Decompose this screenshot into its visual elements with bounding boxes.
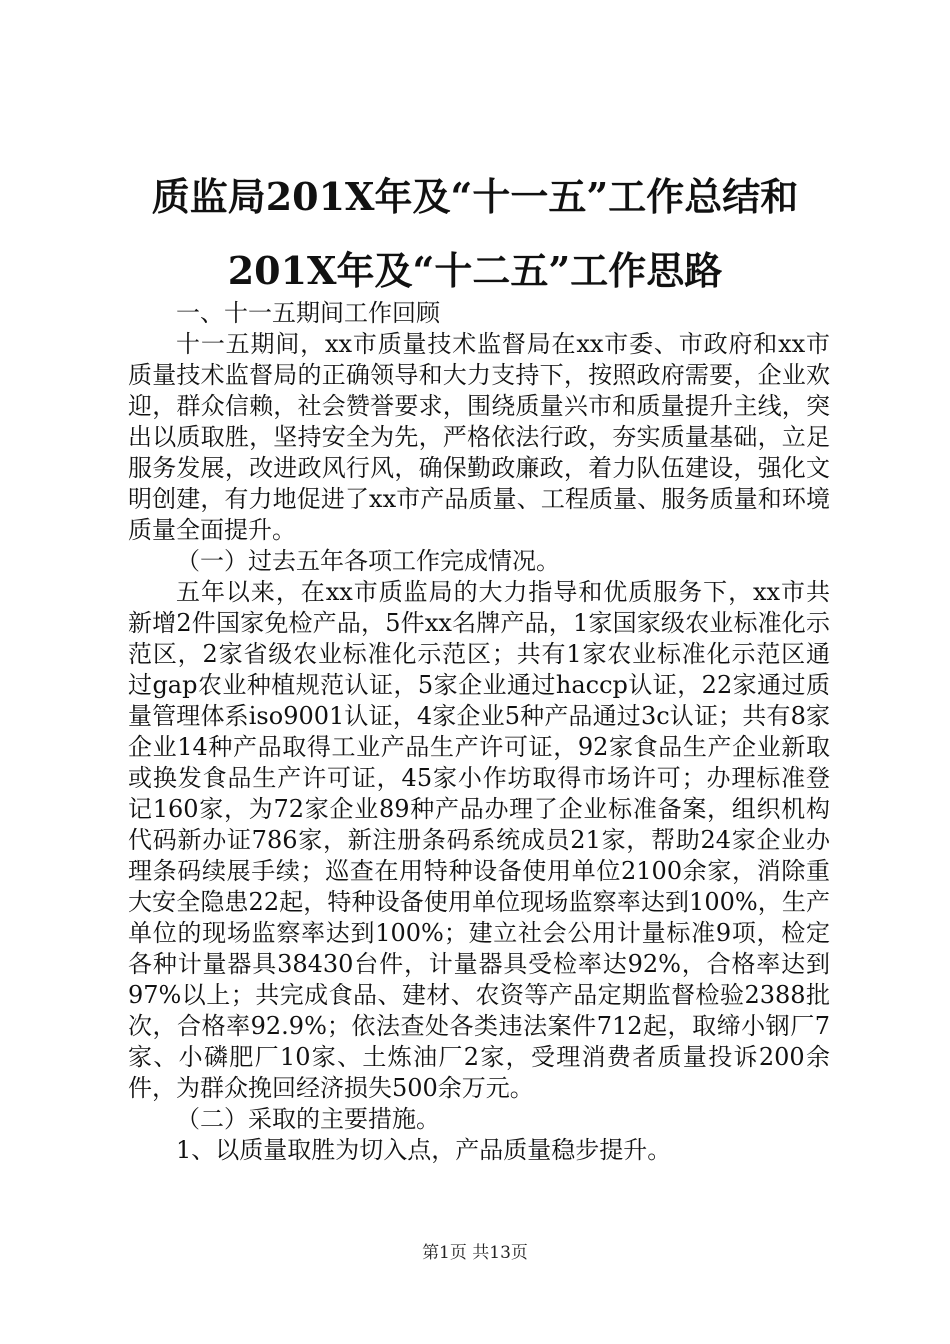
document-body (128, 298, 830, 1166)
paragraph-achievements: 五年以来，在xx市质监局的大力指导和优质服务下，xx市共新增2件国家免检产品，5件xx名牌产品，1家国家级农业标准化示范区，2家省级农业标准化示范区；共有1家农业标准化示范区通过gap农业种植规范认证，5家企业通过haccp认证，22家通过质量管理体系iso9001认证，4家企业5种产品通过3c认证；共有8家企业14种产品取得工业产品生产许可证，92家食品生产企业新取或换发食品生产许可证，45家小作坊取得市场许可；办理标准登记160家，为72家企业89种产品办理了企业标准备案，组织机构代码新办证786家，新注册条码系统成员21家，帮助24家企业办理条码续展手续；巡查在用特种设备使用单位2100余家，消除重大安全隐患22起，特种设备使用单位现场监察率达到100%，生产单位的现场监察率达到100%；建立社会公用计量标准9项，检定各种计量器具38430台件，计量器具受检率达92%，合格率达到97%以上；共完成食品、建材、农资等产品定期监督检验2388批次，合格率92.9%；依法查处各类违法案件712起，取缔小钢厂7家、小磷肥厂10家、土炼油厂2家，受理消费者质量投诉200余件，为群众挽回经济损失500余万元。 (128, 578, 830, 1102)
section-heading-review: 一、十一五期间工作回顾 (176, 299, 440, 327)
paragraph-measure-1: 1、以质量取胜为切入点，产品质量稳步提升。 (176, 1136, 672, 1164)
subsection-heading-completion: （一）过去五年各项工作完成情况。 (176, 547, 560, 575)
page-footer: 第1页 共13页 (422, 1243, 528, 1263)
document-title: 质监局201X年及“十一五”工作总结和201X年及“十二五”工作思路 (151, 174, 799, 293)
paragraph-overview: 十一五期间，xx市质量技术监督局在xx市委、市政府和xx市质量技术监督局的正确领导和大力支持下，按照政府需要，企业欢迎，群众信赖，社会赞誉要求，围绕质量兴市和质量提升主线，突出以质取胜，坚持安全为先，严格依法行政，夯实质量基础，立足服务发展，改进政风行风，确保勤政廉政，着力队伍建设，强化文明创建，有力地促进了xx市产品质量、工程质量、服务质量和环境质量全面提升。 (128, 330, 830, 544)
subsection-heading-measures: （二）采取的主要措施。 (176, 1105, 440, 1133)
